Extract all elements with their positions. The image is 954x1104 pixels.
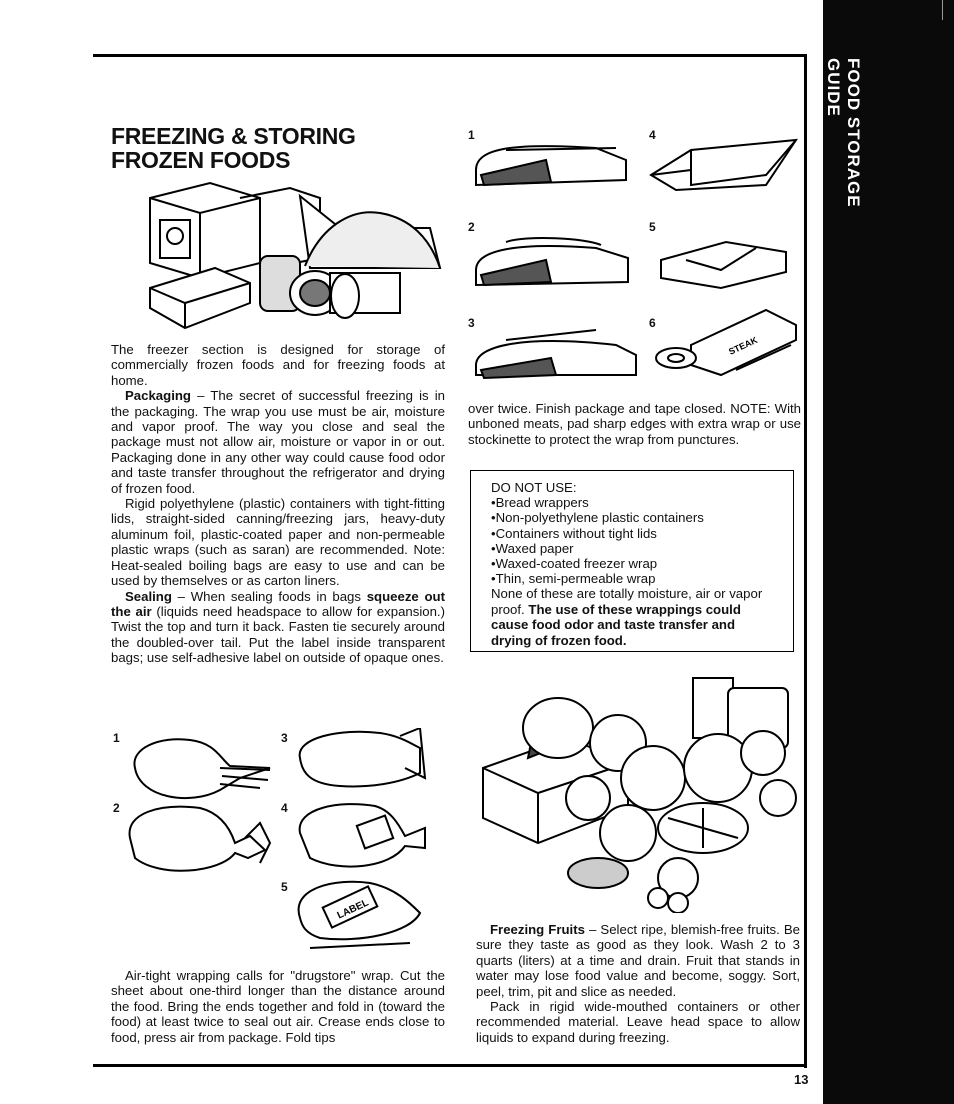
bag-sealing-steps-illustration <box>120 728 440 956</box>
do-not-use-box <box>470 470 794 652</box>
sealing-text-2: (liquids need headspace to allow for expansion.) Twist the top and turn it back. Fasten tie securely around the doubled-over tail. Put the label inside transparent bags; use self-adhesive label on outside of opaque ones. <box>111 603 445 666</box>
wrap-step-4-label: 4 <box>649 128 656 142</box>
wrap-step-2-label: 2 <box>468 220 475 234</box>
fruits-paragraph <box>476 922 800 999</box>
do-not-use-heading: DO NOT USE: <box>491 480 577 495</box>
wrap-step-6-label: 6 <box>649 316 656 330</box>
bag-step-5-label: 5 <box>281 880 288 894</box>
intro-paragraph: The freezer section is designed for storage of commercially frozen foods and for freezing foods at home. <box>111 342 445 388</box>
wrap-continued-paragraph: over twice. Finish package and tape closed. NOTE: With unboned meats, pad sharp edges with extra wrap or use stockinette to protect the wrap from punctures. <box>468 401 801 447</box>
wrap-step-3-label: 3 <box>468 316 475 330</box>
bag-step-1-label: 1 <box>113 731 120 745</box>
bag-step-4-label: 4 <box>281 801 288 815</box>
sealing-paragraph <box>111 589 445 666</box>
packaging-text: – The secret of successful freezing is in the packaging. The wrap you use must be air, moisture and vapor proof. The way you close and seal the package must not allow air, moisture or vapor in or out. Packaging done in any other way could cause food odor and taste transfer throughout the refrigerator and drying of frozen food. <box>111 388 445 496</box>
list-item: • Waxed-coated freezer wrap <box>491 556 777 571</box>
packaging-paragraph <box>111 388 445 496</box>
sealing-heading: Sealing <box>125 588 172 604</box>
wrap-step-5-label: 5 <box>649 220 656 234</box>
edge-mark <box>942 0 943 20</box>
fruits-illustration <box>478 668 808 913</box>
fruits-heading: Freezing Fruits <box>490 922 585 937</box>
frozen-foods-illustration <box>140 168 450 333</box>
side-tab-label: FOOD STORAGE GUIDE <box>824 58 863 208</box>
list-item: • Thin, semi-permeable wrap <box>491 571 777 586</box>
page-title: FREEZING & STORING FROZEN FOODS <box>111 123 356 173</box>
do-not-use-note <box>491 586 777 648</box>
airtight-paragraph: Air-tight wrapping calls for "drugstore" wrap. Cut the sheet about one-third longer than the distance around the food. Bring the ends together and fold in (toward the food) at least twice to seal out air. Crease ends close to food, press air from package. Fold tips <box>111 968 445 1045</box>
warning-text: The use of these wrappings could cause food odor and taste transfer and drying of frozen food. <box>491 601 741 648</box>
bag-step-3-label: 3 <box>281 731 288 745</box>
bag-step-2-label: 2 <box>113 801 120 815</box>
do-not-use-list <box>491 495 777 586</box>
fruits-paragraph-2: Pack in rigid wide-mouthed containers or other recommended material. Leave head space to allow liquids to expand during freezing. <box>476 999 800 1045</box>
label-tag-text: LABEL <box>335 897 371 922</box>
rigid-paragraph: Rigid polyethylene (plastic) containers with tight-fitting lids, straight-sided canning/freezing jars, heavy-duty aluminum foil, plastic-coated paper and non-permeable plastic wraps (such as saran) are recommended. Note: Heat-sealed boiling bags are easy to use and can be used by themselves or as carton liners. <box>111 496 445 589</box>
airtight-block <box>111 968 445 1045</box>
list-item: • Containers without tight lids <box>491 526 777 541</box>
list-item: • Non-polyethylene plastic containers <box>491 510 777 525</box>
fruits-block <box>476 922 800 1045</box>
list-item: • Bread wrappers <box>491 495 777 510</box>
left-column-text <box>111 342 445 666</box>
sealing-text-1: – When sealing foods in bags <box>171 588 367 604</box>
wrap-step-1-label: 1 <box>468 128 475 142</box>
drugstore-wrap-steps-illustration <box>466 130 806 395</box>
page-number: 13 <box>794 1072 809 1087</box>
wrap-continued-block <box>468 401 801 447</box>
top-rule <box>93 54 806 57</box>
bottom-rule <box>93 1064 806 1067</box>
note-text: None of these are totally moisture, air or vapor proof. <box>491 586 763 617</box>
list-item: • Waxed paper <box>491 541 777 556</box>
fruits-text: – Select ripe, blemish-free fruits. Be sure they taste as good as they look. Wash 2 to 3 quarts (liters) at a time and drain. Fruit that stands in water may lose food value and become, soggy. Sort, peel, trim, pit and slice as needed. <box>476 922 800 999</box>
packaging-heading: Packaging <box>125 388 191 404</box>
sealing-emphasis: squeeze out the air <box>111 588 445 619</box>
steak-label-text: STEAK <box>727 334 759 357</box>
